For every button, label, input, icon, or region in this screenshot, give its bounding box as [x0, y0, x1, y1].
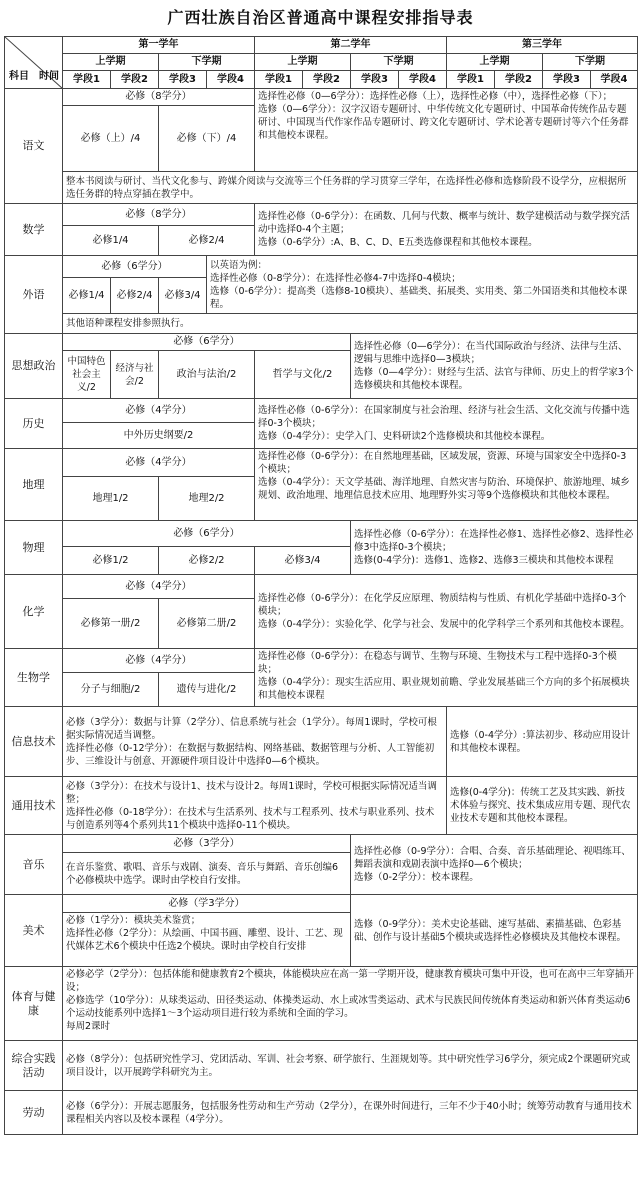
practice-text: 必修（8学分）：包括研究性学习、党团活动、军训、社会考察、研学旅行、生涯规划等。其中研究性学习6学分，须完成2个课题研究或项目设计，以开展跨学科研究为主。: [63, 1041, 638, 1091]
biology-elective-text: 选择性必修（0-6学分）：在稳态与调节、生物与环境、生物技术与工程中选择0-3个模块； 选修（0-4学分）：现实生活应用、职业规划前瞻、学业发展基础三个方向的多个拓展模块和其他校本课程: [255, 649, 638, 707]
subject-practice: 综合实践活动: [5, 1041, 63, 1091]
subject-music: 音乐: [5, 835, 63, 895]
english-required-3: 必修3/4: [159, 278, 207, 314]
subject-labor: 劳动: [5, 1091, 63, 1135]
art-required-text: 必修（1学分）：模块美术鉴赏； 选择性必修（2学分）：从绘画、中国书画、雕塑、设计、工艺、现代媒体艺术6个模块中任选2个模块。课时由学校自行安排: [63, 913, 351, 967]
geography-required-title: 必修（4学分）: [63, 449, 255, 477]
period-header: 学段4: [207, 71, 255, 89]
politics-required-2: 经济与社会/2: [111, 351, 159, 399]
chinese-required-title: 必修（8学分）: [63, 89, 255, 106]
chinese-elective-text: 选择性必修（0—6学分）：选择性必修（上），选择性必修（中），选择性必修（下）；: [258, 91, 613, 102]
math-required-1: 必修1/4: [63, 226, 159, 256]
period-header: 学段3: [159, 71, 207, 89]
politics-required-title: 必修（6学分）: [63, 334, 351, 351]
pe-text: 必修必学（2学分）：包括体能和健康教育2个模块，体能模块应在高一第一学期开设，健康教育模块可集中开设，也可在高中三年穿插开设； 必修选学（10学分）：从球类运动、田径类运动、体操类运动、水上或冰雪类运动、武术与民族民间传统体育类运动和新兴体育类运动6个运动技能系列中选择1～3个运动项目进行较为系统和全面的学习。 每周2课时: [63, 967, 638, 1041]
geography-elective-text: 选择性必修（0-6学分）：在自然地理基础，区域发展，资源、环境与国家安全中选择0-3个模块； 选修（0-4学分）：天文学基础、海洋地理、自然灾害与防治、环境保护、旅游地理、城乡规划、政治地理、地理信息技术应用、地理野外实习等9个选修模块和其他校本课程。: [255, 449, 638, 521]
year-header-2: 第二学年: [255, 37, 447, 54]
math-required-title: 必修（8学分）: [63, 204, 255, 226]
physics-required-title: 必修（6学分）: [63, 521, 351, 547]
subject-chinese: 语文: [5, 89, 63, 204]
politics-elective-text: 选择性必修（0—6学分）：在当代国际政治与经济、法律与生活、逻辑与思维中选择0—3模块； 选修（0—4学分）：财经与生活、法官与律师、历史上的哲学家3个选修模块和其他校本课程。: [351, 334, 638, 399]
subject-politics: 思想政治: [5, 334, 63, 399]
history-required-title: 必修（4学分）: [63, 399, 255, 423]
period-header: 学段1: [255, 71, 303, 89]
physics-required-1: 必修1/2: [63, 547, 159, 575]
chinese-required-2: 必修（下）/4: [159, 106, 255, 172]
subject-general-tech: 通用技术: [5, 777, 63, 835]
history-elective-text: 选择性必修（0-6学分）：在国家制度与社会治理、经济与社会生活、文化交流与传播中选择0-3个模块； 选修（0-4学分）：史学入门、史料研读2个选修模块和其他校本课程。: [255, 399, 638, 449]
subject-math: 数学: [5, 204, 63, 256]
semester-header: 上学期: [255, 54, 351, 71]
music-required-text: 在音乐鉴赏、歌唱、音乐与戏剧、演奏、音乐与舞蹈、音乐创编6个必修模块中选学。课时由学校自行安排。: [63, 853, 351, 895]
math-required-2: 必修2/4: [159, 226, 255, 256]
corner-subject-label: 科目: [9, 71, 29, 82]
chinese-note: 整本书阅读与研讨、当代文化参与、跨媒介阅读与交流等三个任务群的学习贯穿三学年，在选择性必修和选修阶段不设学分，应根据所选任务群的特点穿插在教学中。: [63, 172, 638, 204]
physics-required-2: 必修2/2: [159, 547, 255, 575]
period-header: 学段3: [351, 71, 399, 89]
period-header: 学段3: [543, 71, 591, 89]
politics-required-1: 中国特色社会主义/2: [63, 351, 111, 399]
period-header: 学段4: [399, 71, 447, 89]
physics-elective-text: 选择性必修（0-6学分）：在选择性必修1、选择性必修2、选择性必修3中选择0-3个模块； 选修(0-4学分)：选修1、选修2、选修3三模块和其他校本课程: [351, 521, 638, 575]
period-header: 学段4: [591, 71, 638, 89]
english-note: 其他语种课程安排参照执行。: [63, 314, 638, 334]
corner-time-label: 时间: [39, 71, 59, 82]
subject-physics: 物理: [5, 521, 63, 575]
english-required-2: 必修2/4: [111, 278, 159, 314]
politics-required-4: 哲学与文化/2: [255, 351, 351, 399]
subject-chemistry: 化学: [5, 575, 63, 649]
politics-required-3: 政治与法治/2: [159, 351, 255, 399]
semester-header: 下学期: [543, 54, 638, 71]
general-tech-required-text: 必修（3学分）：在技术与设计1、技术与设计2。每周1课时，学校可根据实际情况适当调整； 选择性必修（0-18学分）：在技术与生活系列、技术与工程系列、技术与职业系列、技术与创造系列等4个系列共11个模块中选择0-11个模块。: [63, 777, 447, 835]
chinese-required-1: 必修（上）/4: [63, 106, 159, 172]
chemistry-required-title: 必修（4学分）: [63, 575, 255, 599]
semester-header: 上学期: [63, 54, 159, 71]
labor-text: 必修（6学分）：开展志愿服务，包括服务性劳动和生产劳动（2学分），在课外时间进行，三年不少于40小时；统筹劳动教育与通用技术课程相关内容以及校本课程（4学分）。: [63, 1091, 638, 1135]
chinese-optional-text: 选修（0—6学分）：汉字汉语专题研讨、中华传统文化专题研讨、中国革命传统作品专题研讨、中国现当代作家作品专题研讨、跨文化专题研讨、学术论著专题研讨等六个任务群和其他校本课程。: [258, 104, 629, 141]
biology-required-2: 遗传与进化/2: [159, 673, 255, 707]
chemistry-required-1: 必修第一册/2: [63, 599, 159, 649]
page-title: 广西壮族自治区普通高中课程安排指导表: [167, 8, 474, 27]
subject-geography: 地理: [5, 449, 63, 521]
period-header: 学段1: [63, 71, 111, 89]
corner-header-cell: [5, 37, 63, 89]
geography-required-2: 地理2/2: [159, 477, 255, 521]
biology-required-1: 分子与细胞/2: [63, 673, 159, 707]
art-required-title: 必修（学3学分）: [63, 895, 351, 913]
chemistry-elective-text: 选择性必修（0-6学分）：在化学反应原理、物质结构与性质、有机化学基础中选择0-3个模块； 选修（0-4学分）：实验化学、化学与社会、发展中的化学科学三个系列和其他校本课程。: [255, 575, 638, 649]
music-elective-text: 选择性必修（0-9学分）：合唱、合奏、音乐基础理论、视唱练耳、舞蹈表演和戏剧表演中选择0—6个模块； 选修（0-2学分）：校本课程。: [351, 835, 638, 895]
period-header: 学段2: [495, 71, 543, 89]
subject-it: 信息技术: [5, 707, 63, 777]
geography-required-1: 地理1/2: [63, 477, 159, 521]
subject-history: 历史: [5, 399, 63, 449]
chemistry-required-2: 必修第二册/2: [159, 599, 255, 649]
year-header-1: 第一学年: [63, 37, 255, 54]
history-required-1: 中外历史纲要/2: [63, 423, 255, 449]
math-elective-text: 选择性必修（0-6学分）：在函数、几何与代数、概率与统计、数学建模活动与数学探究活动中选择0-4个主题； 选修（0-6学分）:A、B、C、D、E五类选修课程和其他校本课程。: [255, 204, 638, 256]
subject-biology: 生物学: [5, 649, 63, 707]
music-required-title: 必修（3学分）: [63, 835, 351, 853]
course-schedule-table: [4, 36, 638, 1135]
english-required-1: 必修1/4: [63, 278, 111, 314]
english-elective-text: 以英语为例： 选择性必修（0-8学分）：在选择性必修4-7中选择0-4模块； 选修（0-6学分）：提高类（选修8-10模块）、基础类、拓展类、实用类、第二外国语类和其他校本课程。: [207, 256, 638, 314]
semester-header: 下学期: [159, 54, 255, 71]
subject-art: 美术: [5, 895, 63, 967]
it-optional-text: 选修（0-4学分）:算法初步、移动应用设计和其他校本课程。: [447, 707, 638, 777]
subject-pe: 体育与健康: [5, 967, 63, 1041]
period-header: 学段2: [303, 71, 351, 89]
chinese-elective-cell: [255, 89, 638, 172]
semester-header: 下学期: [351, 54, 447, 71]
subject-english: 外语: [5, 256, 63, 334]
physics-required-3: 必修3/4: [255, 547, 351, 575]
period-header: 学段1: [447, 71, 495, 89]
general-tech-optional-text: 选修(0-4学分)：传统工艺及其实践、新技术体验与探究、技术集成应用专题、现代农业技术专题和其他校本课程。: [447, 777, 638, 835]
biology-required-title: 必修（4学分）: [63, 649, 255, 673]
year-header-3: 第三学年: [447, 37, 638, 54]
period-header: 学段2: [111, 71, 159, 89]
art-optional-text: 选修（0-9学分）：美术史论基础、速写基础、素描基础、色彩基础、创作与设计基础5个模块或选择性必修模块及其他校本课程。: [351, 895, 638, 967]
it-required-text: 必修（3学分）：数据与计算（2学分）、信息系统与社会（1学分）。每周1课时，学校可根据实际情况适当调整。 选择性必修（0-12学分）：在数据与数据结构、网络基础、数据管理与分析、人工智能初步、三维设计与创意、开源硬件项目设计中选择0—6个模块。: [63, 707, 447, 777]
english-required-title: 必修（6学分）: [63, 256, 207, 278]
semester-header: 上学期: [447, 54, 543, 71]
